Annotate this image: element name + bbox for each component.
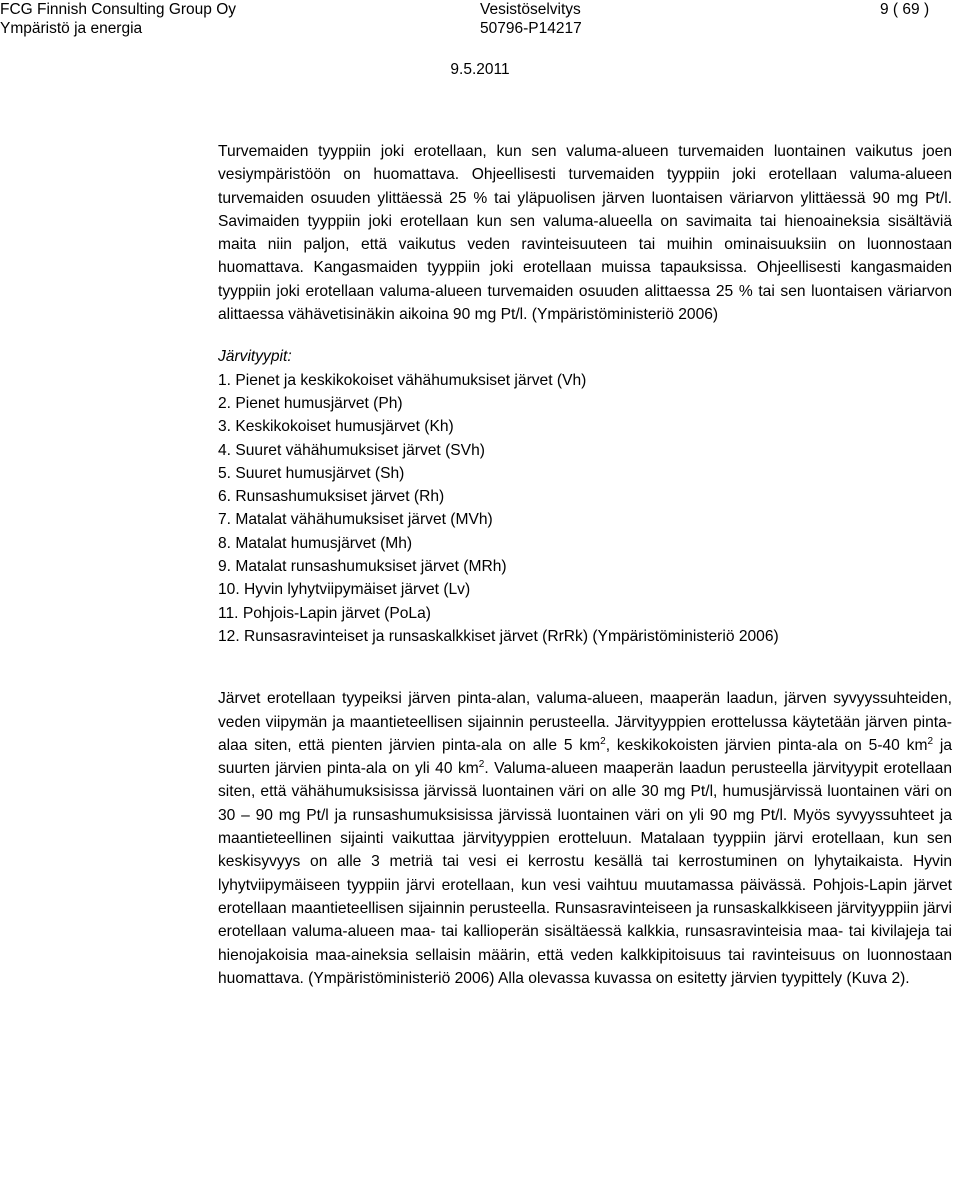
list-item: 8. Matalat humusjärvet (Mh)	[218, 534, 413, 552]
project-code: 50796-P14217	[480, 20, 582, 37]
list-item: 3. Keskikokoiset humusjärvet (Kh)	[218, 418, 454, 436]
list-item: 11. Pohjois-Lapin järvet (PoLa)	[218, 604, 431, 622]
list-item: 1. Pienet ja keskikokoiset vähähumuksiset järvet (Vh)	[218, 371, 587, 389]
list-item: 4. Suuret vähähumuksiset järvet (SVh)	[218, 441, 485, 459]
page-number: 9 ( 69 )	[880, 1, 930, 18]
list-item: 2. Pienet humusjärvet (Ph)	[218, 394, 403, 412]
document-type: Vesistöselvitys	[480, 1, 581, 18]
document-date: 9.5.2011	[450, 61, 510, 78]
river-types-paragraph: Turvemaiden tyyppiin joki erotellaan, kun sen valuma-alueen turvemaiden luontainen vaikutus joen vesiympäristöön on huomattava. Ohjeellisesti turvemaiden tyyppiin joki erotellaan valuma-alueen turvemaiden osuuden ylittäessä 25 % tai yläpuolisen järven luontaisen väriarvon ylittäessä 90 mg Pt/l. Savimaiden tyyppiin joki erotellaan kun sen valuma-alueella on savimaita tai hienoaineksia sisältäviä maita niin paljon, että vaikutus veden ravinteisuuteen tai muihin ominaisuuksiin on luonnostaan huomattava. Kangasmaiden tyyppiin joki erotellaan muissa tapauksissa. Ohjeellisesti kangasmaiden tyyppiin joki erotellaan valuma-alueen turvemaiden osuuden alittaessa 25 % tai sen luontaisen väriarvon alittaessa vähävetisinäkin aikoina 90 mg Pt/l. (Ympäristöministeriö 2006)	[218, 143, 952, 324]
paragraph-text: ja suurten järvien pinta-ala on yli 40 km	[218, 736, 952, 778]
header-middle	[480, 0, 582, 38]
list-item: 7. Matalat vähähumuksiset järvet (MVh)	[218, 511, 493, 529]
paragraph-text: , keskikokoisten järvien pinta-ala on 5-40 km	[605, 736, 928, 754]
list-item: 5. Suuret humusjärvet (Sh)	[218, 464, 405, 482]
paragraph-text: Järvet erotellaan tyypeiksi järven pinta-alan, valuma-alueen, maaperän laadun, järven syvyyssuhteiden, veden viipymän ja maantieteellisen sijainnin perusteella. Järvityyppien erottelussa käytetään järven pinta-alaa siten, että pienten järvien pinta-ala on alle 5 km	[218, 690, 952, 754]
lake-classification-paragraph	[218, 687, 952, 990]
department-name: Ympäristö ja energia	[0, 20, 143, 37]
list-item: 9. Matalat runsashumuksiset järvet (MRh)	[218, 558, 507, 576]
lake-types-heading: Järvityypit:	[218, 348, 292, 366]
list-item: 10. Hyvin lyhytviipymäiset järvet (Lv)	[218, 581, 471, 599]
page-header	[0, 0, 960, 40]
list-item: 12. Runsasravinteiset ja runsaskalkkiset järvet (RrRk) (Ympäristöministeriö 2006)	[218, 627, 779, 645]
list-item: 6. Runsashumuksiset järvet (Rh)	[218, 488, 445, 506]
superscript: 2	[927, 735, 934, 747]
paragraph-text: . Valuma-alueen maaperän laadun perusteella järvityypit erotellaan siten, että vähähumuksisissa järvissä luontainen väri on alle 30 mg Pt/l, humusjärvissä luontainen väri on 30 – 90 mg Pt/l ja runsashumuksisissa järvissä luontainen väri on yli 90 mg Pt/l. Myös syvyyssuhteet ja maantieteellinen sijainti vaikuttaa järvityyppien erotteluun. Matalaan tyyppiin järvi erotellaan, kun sen keskisyvyys on alle 3 metriä tai vesi ei kerrostu kesällä tai kerrostuminen on lyhytaikaista. Hyvin lyhytviipymäiseen tyyppiin järvi erotellaan, kun vesi vaihtuu muutamassa päivässä. Pohjois-Lapin järvet erotellaan maantieteellisen sijainnin perusteella. Runsasravinteiseen ja runsaskalkkiseen järvityyppiin järvi erotellaan valuma-alueen maa- tai kallioperän sisältäessä kalkkia, runsasravinteisia maa- tai kivilajeja tai hienojakoisia maa-aineksia sellaisin määrin, että veden kalkkipitoisuus tai ravinteisuus on luonnostaan huomattava. (Ympäristöministeriö 2006) Alla olevassa kuvassa on esitetty järvien tyypittely (Kuva 2).	[218, 760, 952, 987]
superscript: 2	[600, 735, 606, 747]
page-content	[218, 140, 952, 990]
lake-types-list	[218, 369, 952, 649]
superscript: 2	[478, 758, 485, 770]
company-name: FCG Finnish Consulting Group Oy	[0, 1, 237, 18]
header-left	[0, 0, 236, 38]
